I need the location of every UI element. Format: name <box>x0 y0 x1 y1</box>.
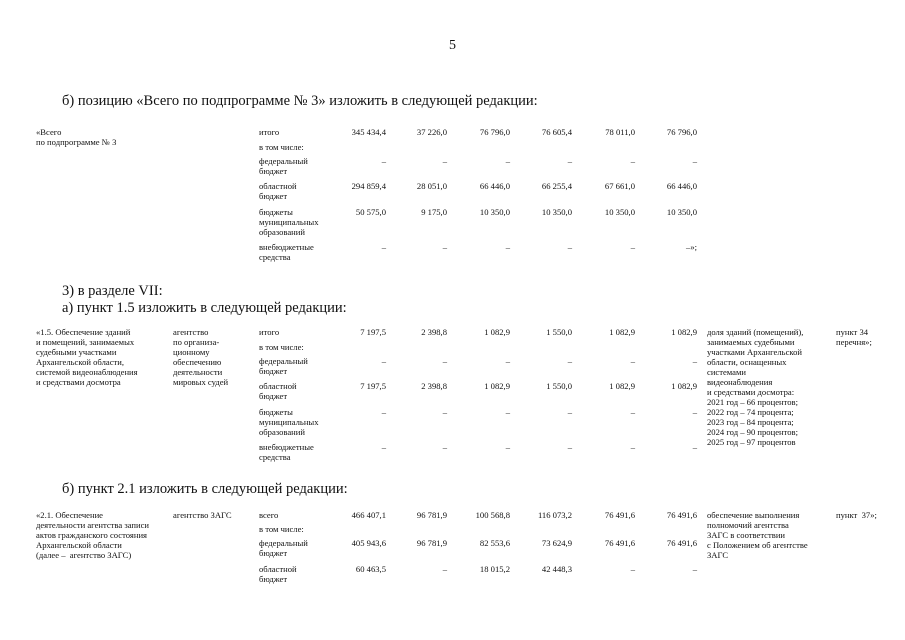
amount-cell: 2 398,8 <box>421 327 447 337</box>
heading-item-1-5: а) пункт 1.5 изложить в следующей редакции: <box>62 300 347 316</box>
finance-source-label: областной бюджет <box>259 564 297 584</box>
result-indicator: обеспечение выполнения полномочий агентства ЗАГС в соответствии с Положением об агентстве ЗАГС <box>707 510 808 560</box>
amount-cell: 10 350,0 <box>541 207 572 217</box>
amount-cell: 1 550,0 <box>546 327 572 337</box>
amount-cell: 76 491,6 <box>666 538 697 548</box>
amount-cell: 73 624,9 <box>541 538 572 548</box>
amount-cell: 76 796,0 <box>479 127 510 137</box>
finance-source-label: в том числе: <box>259 524 304 534</box>
amount-cell: 66 446,0 <box>666 181 697 191</box>
amount-cell: 96 781,9 <box>416 538 447 548</box>
amount-cell: 294 859,4 <box>351 181 386 191</box>
finance-source-label: федеральный бюджет <box>259 356 308 376</box>
finance-source-label: областной бюджет <box>259 381 297 401</box>
executor-name: агентство по организа- ционному обеспечению деятельности мировых судей <box>173 327 229 387</box>
amount-cell: 7 197,5 <box>360 381 386 391</box>
amount-cell: 1 082,9 <box>484 327 510 337</box>
heading-subprogram-total: б) позицию «Всего по подпрограмме № 3» изложить в следующей редакции: <box>62 93 538 109</box>
page-number: 5 <box>449 38 456 53</box>
amount-cell: – <box>381 156 386 166</box>
amount-cell: – <box>567 407 572 417</box>
reference: пункт 34 перечня»; <box>836 327 872 347</box>
amount-cell: – <box>381 407 386 417</box>
amount-cell: 76 491,6 <box>666 510 697 520</box>
amount-cell: – <box>442 356 447 366</box>
amount-cell: – <box>567 356 572 366</box>
amount-cell: 116 073,2 <box>537 510 572 520</box>
amount-cell: 405 943,6 <box>351 538 386 548</box>
amount-cell: –»; <box>686 242 697 252</box>
position-name: «Всего по подпрограмме № 3 <box>36 127 117 147</box>
amount-cell: – <box>567 442 572 452</box>
amount-cell: – <box>442 156 447 166</box>
position-name: «2.1. Обеспечение деятельности агентства записи актов гражданского состояния Архангельской области (далее – агентство ЗАГС) <box>36 510 150 560</box>
amount-cell: 1 082,9 <box>671 327 697 337</box>
amount-cell: 1 082,9 <box>484 381 510 391</box>
finance-source-label: итого <box>259 127 280 137</box>
amount-cell: – <box>442 242 447 252</box>
finance-source-label: в том числе: <box>259 142 304 152</box>
position-name: «1.5. Обеспечение зданий и помещений, занимаемых судебными участками Архангельской области, системой видеонаблюдения и средствами досмотра <box>36 327 138 387</box>
amount-cell: 18 015,2 <box>479 564 510 574</box>
finance-source-label: федеральный бюджет <box>259 538 308 558</box>
amount-cell: 1 550,0 <box>546 381 572 391</box>
amount-cell: – <box>692 156 697 166</box>
amount-cell: – <box>381 242 386 252</box>
amount-cell: 345 434,4 <box>351 127 386 137</box>
amount-cell: 466 407,1 <box>351 510 386 520</box>
finance-source-label: бюджеты муниципальных образований <box>259 207 319 237</box>
amount-cell: – <box>381 356 386 366</box>
finance-source-label: всего <box>259 510 279 520</box>
amount-cell: 66 446,0 <box>479 181 510 191</box>
result-indicator: доля зданий (помещений), занимаемых судебными участками Архангельской области, оснащенных системами видеонаблюдения и средствами досмотра: 2021 год – 66 процентов; 2022 год – 74 процента; 2023 год – 84 процента; 2024 год – 90 процентов; 2025 год – 97 процентов <box>707 327 804 447</box>
amount-cell: – <box>692 356 697 366</box>
amount-cell: 1 082,9 <box>609 381 635 391</box>
amount-cell: – <box>505 407 510 417</box>
amount-cell: 76 796,0 <box>666 127 697 137</box>
finance-source-label: федеральный бюджет <box>259 156 308 176</box>
amount-cell: 9 175,0 <box>421 207 447 217</box>
amount-cell: 42 448,3 <box>541 564 572 574</box>
amount-cell: 100 568,8 <box>475 510 510 520</box>
amount-cell: 1 082,9 <box>609 327 635 337</box>
amount-cell: 82 553,6 <box>479 538 510 548</box>
amount-cell: 50 575,0 <box>355 207 386 217</box>
amount-cell: 76 491,6 <box>604 510 635 520</box>
amount-cell: – <box>630 356 635 366</box>
amount-cell: – <box>442 442 447 452</box>
executor-name: агентство ЗАГС <box>173 510 232 520</box>
amount-cell: 1 082,9 <box>671 381 697 391</box>
amount-cell: – <box>692 442 697 452</box>
amount-cell: – <box>505 156 510 166</box>
amount-cell: 10 350,0 <box>666 207 697 217</box>
amount-cell: – <box>692 407 697 417</box>
amount-cell: 76 605,4 <box>541 127 572 137</box>
amount-cell: – <box>567 242 572 252</box>
amount-cell: – <box>505 442 510 452</box>
finance-source-label: внебюджетные средства <box>259 442 314 462</box>
amount-cell: – <box>630 442 635 452</box>
finance-source-label: итого <box>259 327 280 337</box>
amount-cell: – <box>692 564 697 574</box>
amount-cell: 78 011,0 <box>605 127 635 137</box>
amount-cell: 7 197,5 <box>360 327 386 337</box>
amount-cell: – <box>630 242 635 252</box>
amount-cell: – <box>442 407 447 417</box>
amount-cell: 66 255,4 <box>541 181 572 191</box>
amount-cell: 67 661,0 <box>604 181 635 191</box>
amount-cell: – <box>381 442 386 452</box>
amount-cell: 96 781,9 <box>416 510 447 520</box>
amount-cell: 37 226,0 <box>416 127 447 137</box>
amount-cell: – <box>630 156 635 166</box>
amount-cell: 10 350,0 <box>604 207 635 217</box>
amount-cell: – <box>505 242 510 252</box>
amount-cell: – <box>505 356 510 366</box>
amount-cell: – <box>630 407 635 417</box>
finance-source-label: внебюджетные средства <box>259 242 314 262</box>
amount-cell: 2 398,8 <box>421 381 447 391</box>
amount-cell: – <box>630 564 635 574</box>
amount-cell: – <box>567 156 572 166</box>
amount-cell: 60 463,5 <box>355 564 386 574</box>
amount-cell: 28 051,0 <box>416 181 447 191</box>
reference: пункт 37»; <box>836 510 877 520</box>
amount-cell: 10 350,0 <box>479 207 510 217</box>
heading-item-2-1: б) пункт 2.1 изложить в следующей редакции: <box>62 481 348 497</box>
heading-section-vii: 3) в разделе VII: <box>62 283 163 299</box>
amount-cell: 76 491,6 <box>604 538 635 548</box>
finance-source-label: в том числе: <box>259 342 304 352</box>
amount-cell: – <box>442 564 447 574</box>
finance-source-label: бюджеты муниципальных образований <box>259 407 319 437</box>
finance-source-label: областной бюджет <box>259 181 297 201</box>
